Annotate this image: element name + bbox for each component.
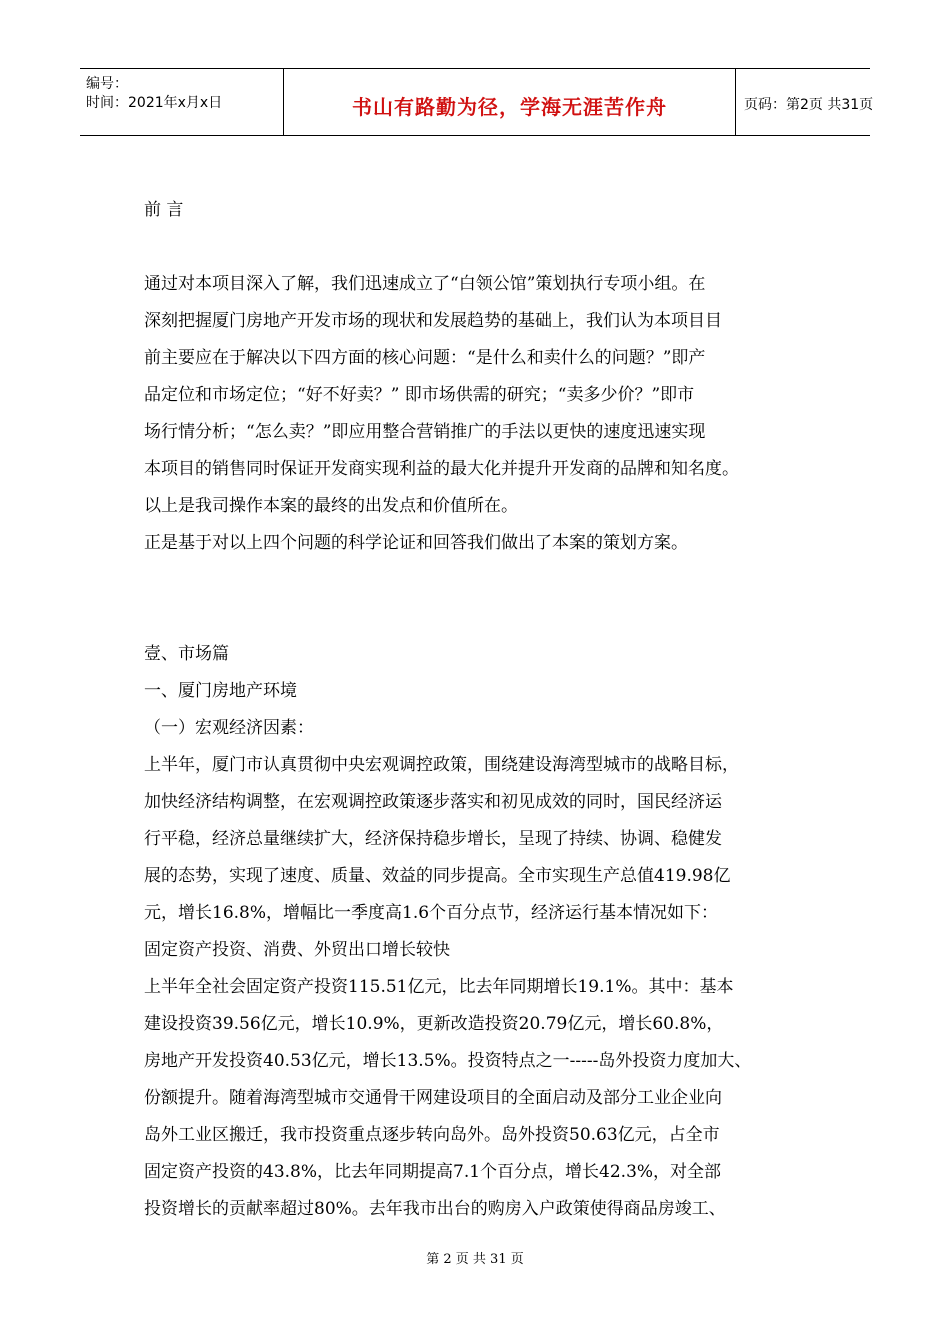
header-page-cell <box>736 69 874 135</box>
paragraph-line: 本项目的销售同时保证开发商实现利益的最大化并提升开发商的品牌和知名度。 <box>144 459 739 479</box>
subsubsection-title: （一）宏观经济因素： <box>144 718 314 738</box>
paragraph-line: 前主要应在于解决以下四方面的核心问题：“是什么和卖什么的问题？”即产 <box>144 348 706 368</box>
spacer <box>144 603 820 640</box>
paragraph-line: 深刻把握厦门房地产开发市场的现状和发展趋势的基础上，我们认为本项目目 <box>144 311 722 331</box>
paragraph-line: 岛外工业区搬迁，我市投资重点逐步转向岛外。岛外投资50.63亿元，占全市 <box>144 1125 720 1145</box>
header-meta-cell <box>80 69 284 135</box>
paragraph-line: 固定资产投资的43.8%，比去年同期提高7.1个百分点，增长42.3%，对全部 <box>144 1162 722 1182</box>
motto-text: 书山有路勤为径，学海无涯苦作舟 <box>352 95 667 119</box>
paragraph-line: 通过对本项目深入了解，我们迅速成立了“白领公馆”策划执行专项小组。在 <box>144 274 706 294</box>
paragraph-line: 加快经济结构调整，在宏观调控政策逐步落实和初见成效的同时，国民经济运 <box>144 792 722 812</box>
paragraph-line: 固定资产投资、消费、外贸出口增长较快 <box>144 940 450 960</box>
paragraph-line: 以上是我司操作本案的最终的出发点和价值所在。 <box>144 496 518 516</box>
code-label: 编号： <box>86 76 128 92</box>
spacer <box>144 233 820 270</box>
page-footer: 第 2 页 共 31 页 <box>426 1252 524 1267</box>
paragraph-line: 行平稳，经济总量继续扩大，经济保持稳步增长，呈现了持续、协调、稳健发 <box>144 829 722 849</box>
paragraph-line: 建设投资39.56亿元，增长10.9%，更新改造投资20.79亿元，增长60.8%， <box>144 1014 724 1034</box>
paragraph-line: 上半年全社会固定资产投资115.51亿元，比去年同期增长19.1%。其中：基本 <box>144 977 734 997</box>
page-header <box>80 68 874 136</box>
paragraph-line: 元，增长16.8%，增幅比一季度高1.6个百分点节，经济运行基本情况如下： <box>144 903 719 923</box>
paragraph-line: 上半年，厦门市认真贯彻中央宏观调控政策，围绕建设海湾型城市的战略目标， <box>144 755 739 775</box>
spacer <box>144 566 820 603</box>
document-body <box>144 196 820 1232</box>
preface-title: 前 言 <box>144 200 184 220</box>
paragraph-line: 场行情分析；“怎么卖？”即应用整合营销推广的手法以更快的速度迅速实现 <box>144 422 706 442</box>
time-label: 时间：2021年x月x日 <box>86 95 223 111</box>
paragraph-line: 份额提升。随着海湾型城市交通骨干网建设项目的全面启动及部分工业企业向 <box>144 1088 722 1108</box>
subsection-title: 一、厦门房地产环境 <box>144 681 297 701</box>
paragraph-line: 展的态势，实现了速度、质量、效益的同步提高。全市实现生产总值419.98亿 <box>144 866 731 886</box>
paragraph-line: 投资增长的贡献率超过80%。去年我市出台的购房入户政策使得商品房竣工、 <box>144 1199 726 1219</box>
header-motto-cell <box>284 69 736 135</box>
paragraph-line: 正是基于对以上四个问题的科学论证和回答我们做出了本案的策划方案。 <box>144 533 688 553</box>
paragraph-line: 房地产开发投资40.53亿元，增长13.5%。投资特点之一-----岛外投资力度加大、 <box>144 1051 752 1071</box>
paragraph-line: 品定位和市场定位；“好不好卖？” 即市场供需的研究；“卖多少价？”即市 <box>144 385 695 405</box>
section-title: 壹、市场篇 <box>144 644 229 664</box>
page-info: 页码：第2页 共31页 <box>744 97 874 113</box>
